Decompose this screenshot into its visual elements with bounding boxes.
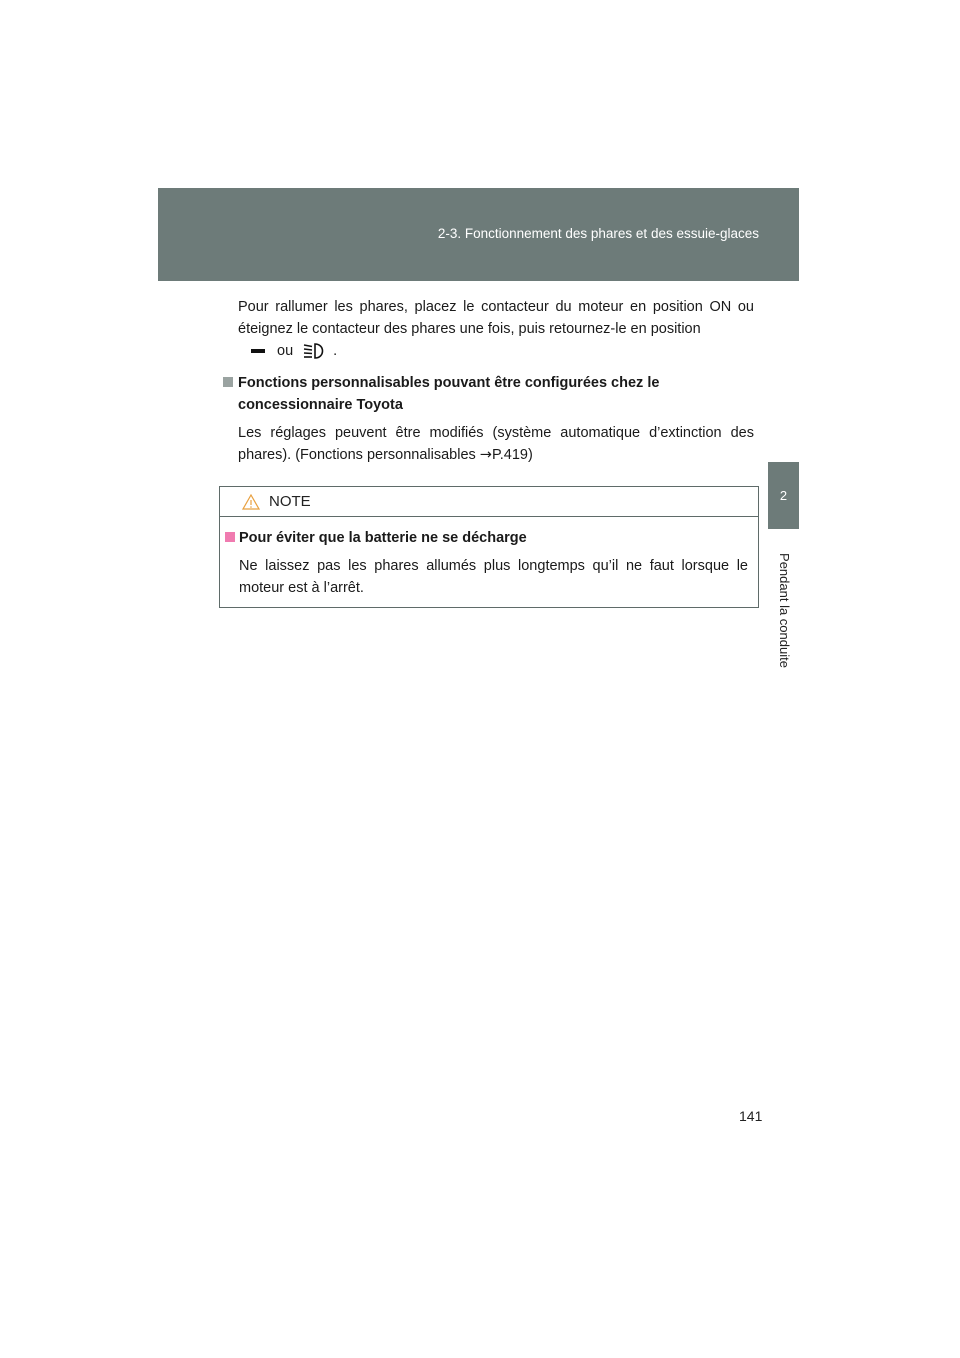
- section-text-body: Les réglages peuvent être modifiés (système automatique d’extinction des phares). (Fonctions personnalisables: [238, 425, 754, 463]
- chapter-side-label: [756, 545, 812, 675]
- end-punctuation: .: [333, 343, 338, 359]
- reference-arrow-icon: →: [479, 447, 492, 463]
- section-text: [238, 422, 754, 466]
- position-icons-line: [238, 340, 754, 362]
- custom-functions-section: [223, 372, 754, 466]
- note-label: NOTE: [269, 493, 311, 510]
- chapter-name: Pendant la conduite: [776, 552, 792, 668]
- main-content: [223, 296, 754, 466]
- or-word: ou: [277, 343, 294, 359]
- note-body: [220, 517, 758, 599]
- section-title-line2: concessionnaire Toyota: [238, 397, 403, 413]
- chapter-title: 2-3. Fonctionnement des phares et des essuie-glaces: [437, 226, 759, 241]
- chapter-number: 2: [779, 488, 788, 503]
- header-band: [158, 188, 799, 281]
- warning-triangle-icon: [242, 494, 260, 510]
- page-number: 141: [739, 1108, 763, 1124]
- chapter-tab: [768, 462, 799, 529]
- page-reference: P.419): [491, 447, 533, 463]
- section-title-line1: Fonctions personnalisables pouvant être configurées chez le: [238, 375, 660, 391]
- note-title: Pour éviter que la batterie ne se décharge: [239, 530, 527, 546]
- intro-paragraph: Pour rallumer les phares, placez le contacteur du moteur en position ON ou éteignez le contacteur des phares une fois, puis retournez-le en position: [238, 299, 754, 337]
- section-title: [238, 372, 754, 416]
- section-bullet: [223, 377, 233, 387]
- note-header: [220, 487, 758, 517]
- low-beam-headlight-icon: [303, 342, 327, 360]
- note-bullet: [225, 532, 235, 542]
- note-text: Ne laissez pas les phares allumés plus longtemps qu’il ne faut lorsque le moteur est à l’arrêt.: [239, 558, 748, 596]
- note-box: [219, 486, 759, 608]
- parking-light-icon: [251, 349, 265, 353]
